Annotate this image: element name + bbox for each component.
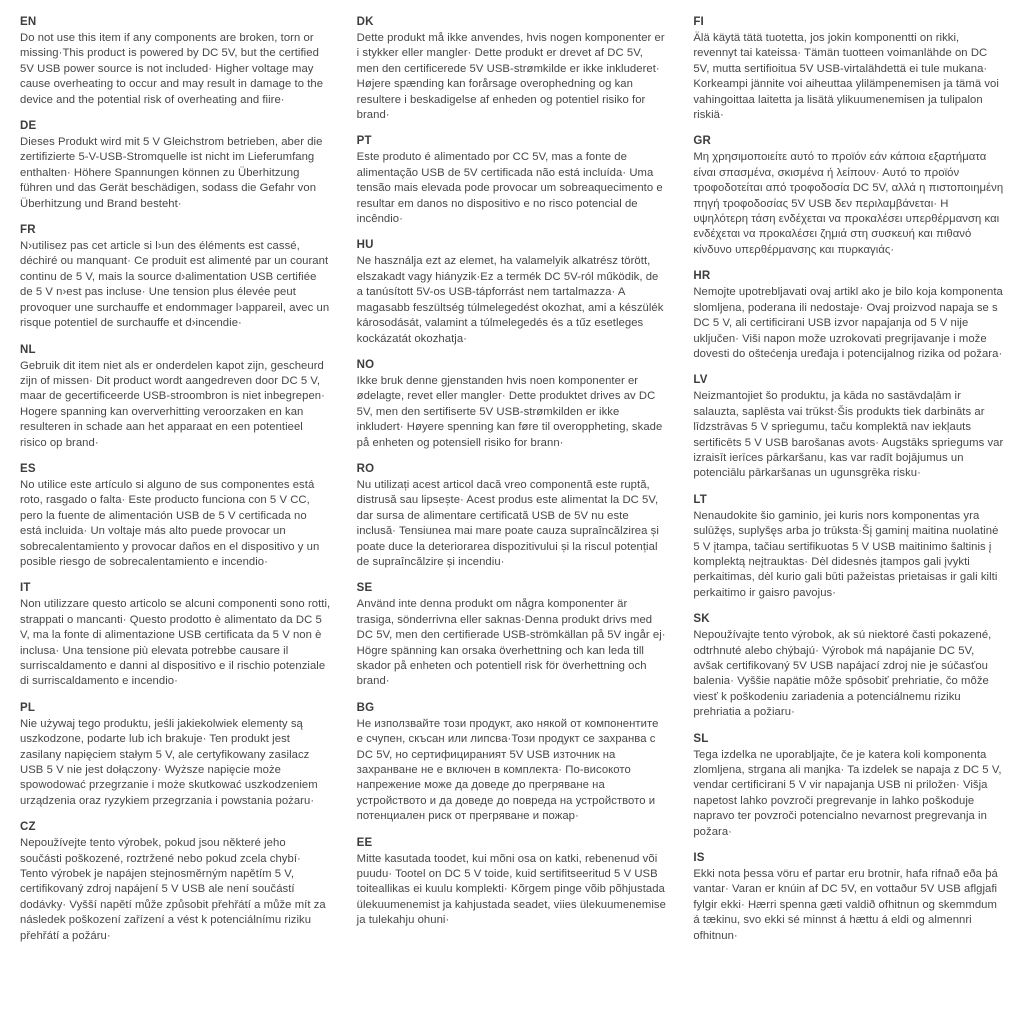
section-body-dk: Dette produkt må ikke anvendes, hvis nogen komponenter er i stykker eller mangler· Dette produkt er drevet af DC 5V, men den certificerede 5V USB-strømkilde er ikke inkluderet· Højere spænding kan forårsage overophedning og kan resultere i beskadigelse af enheden og potentiel risiko for brand·	[356, 32, 665, 122]
section-body-cz: Nepoužívejte tento výrobek, pokud jsou některé jeho součásti poškozené, roztržené nebo pokud zcela chybí· Tento výrobek je napájen stejnosměrným napětím 5 V, certifikovaný zdroj napájení 5 V USB ale není součástí dodávky· Vyšší napětí může způsobit přehřátí a může mít za následek poškození zařízení a vést k potenciálnímu riziku přehřátí a požáru·	[20, 837, 326, 942]
section-body-ro: Nu utilizați acest articol dacă vreo componentă este ruptă, distrusă sau lipsește· Acest produs este alimentat la DC 5V, dar sursa de alimentare certificată USB de 5V nu este inclusă· Tensiunea mai mare poate cauza supraîncălzirea și poate duce la deteriorarea dispozitivului și la riscul potențial de supraîncălzire și incendiu·	[356, 478, 659, 568]
section-body-fi: Älä käytä tätä tuotetta, jos jokin komponentti on rikki, revennyt tai kateissa· Tämän tuotteen voimanlähde on DC 5V, mutta sertifioitua 5V USB-virtalähdettä ei tule mukana· Korkeampi jännite voi aiheuttaa ylilämpenemisen ja tämä voi vahingoittaa laitetta ja lisätä ylikuumenemisen ja tulipalon riskiä·	[693, 32, 999, 122]
lang-code-pt: PT	[356, 135, 372, 148]
lang-code-fr: FR	[20, 224, 36, 237]
section-body-hr: Nemojte upotrebljavati ovaj artikl ako je bilo koja komponenta slomljena, poderana ili nedostaje· Ovaj proizvod napaja se s DC 5 V, ali certificirani USB izvor napajanja od 5 V nije uključen· Viši napon može uzrokovati pregrijavanje i može dovesti do oštećenja uređaja i potencijalnog rizika od požara·	[693, 286, 1003, 360]
section-en	[20, 16, 331, 108]
section-fi	[693, 16, 1004, 123]
lang-code-es: ES	[20, 462, 36, 475]
section-fr	[20, 224, 331, 331]
lang-code-en: EN	[20, 16, 37, 28]
lang-code-hu: HU	[356, 239, 374, 252]
lang-code-dk: DK	[356, 16, 374, 28]
section-body-bg: Не използвайте този продукт, ако някой от компонентите е счупен, скъсан или липсва·Този продукт се захранва с DC 5V, но сертифицираният 5V USB източник на захранване не е включен в комплекта· По-високото напрежение може да доведе до прегряване на устройството и да доведе до повреда на устройството и потенциален риск от прегряване и пожар·	[356, 717, 659, 823]
section-body-is: Ekki nota þessa vöru ef partar eru brotnir, hafa rifnað eða þá vantar· Varan er knúin af DC 5V, en vottaður 5V USB aflgjafi fylgir ekki· Hærri spenna gæti valdið ofhitnun og skemmdum á tækinu, svo ekki sé minnst á hættu á eldi og almennri ofhitnun·	[693, 868, 998, 942]
columns-container	[20, 16, 1004, 956]
section-hu	[357, 239, 668, 346]
lang-code-ro: RO	[356, 462, 375, 475]
lang-code-is: IS	[693, 852, 705, 865]
lang-code-bg: BG	[356, 701, 375, 714]
section-bg	[357, 702, 668, 825]
section-body-it: Non utilizzare questo articolo se alcuni componenti sono rotti, strappati o mancanti· Questo prodotto è alimentato da DC 5 V, ma la fonte di alimentazione USB certificata da 5 V non è inclusa· Una tensione più elevata potrebbe causare il surriscaldamento e danni al dispositivo e il rischio potenziale di surriscaldamento e incendio·	[20, 598, 331, 688]
section-ro	[357, 463, 668, 570]
section-body-lv: Neizmantojiet šo produktu, ja kāda no sastāvdaļām ir salauzta, saplēsta vai trūkst·Šis produkts tiek darbināts ar līdzstrāvas 5 V spriegumu, taču komplektā nav iekļauts sertificēts 5 V USB barošanas avots· Augstāks spriegums var izraisīt ierīces pārkaršanu, kas var radīt bojājumus un potenciālu pārkaršanas un ugunsgrēka risku·	[693, 390, 1004, 480]
section-body-no: Ikke bruk denne gjenstanden hvis noen komponenter er ødelagte, revet eller mangler· Dette produktet drives av DC 5V, men den sertifiserte 5V USB-strømkilden er ikke inkludert· Høyere spenning kan føre til overoppheting, skade på enheten og potensiell risiko for brann·	[356, 374, 663, 449]
section-sk	[693, 613, 1004, 720]
lang-code-gr: GR	[693, 135, 711, 148]
section-body-gr: Μη χρησιμοποιείτε αυτό το προϊόν εάν κάποια εξαρτήματα είναι σπασμένα, σκισμένα ή λείπουν· Αυτό το προϊόν τροφοδοτείται από τροφοδοσία DC 5V, αλλά η πιστοποιημένη πηγή τροφοδοσίας 5V USB δεν περιλαμβάνεται· Η υψηλότερη τάση ενδέχεται να προκαλέσει υπερθέρμανση και ενδέχεται να προκαλέσει ζημιά στη συσκευή και πιθανό κίνδυνο υπερθέρμανσης και πυρκαγιάς·	[693, 151, 1004, 256]
section-nl	[20, 344, 331, 451]
lang-code-ee: EE	[356, 836, 373, 849]
column-1	[20, 16, 331, 956]
section-lt	[693, 494, 1004, 601]
section-pt	[357, 135, 668, 227]
section-pl	[20, 702, 331, 809]
section-body-fr: N›utilisez pas cet article si l›un des éléments est cassé, déchiré ou manquant· Ce produit est alimenté par un courant continu de 5 V, mais la source d›alimentation USB certifiée de 5 V n›est pas incluse· Une tension plus élevée peut provoquer une surchauffe et endommager l›appareil, avec un risque potentiel de surchauffe et d›incendie·	[20, 240, 330, 330]
section-body-nl: Gebruik dit item niet als er onderdelen kapot zijn, gescheurd zijn of missen· Dit product wordt aangedreven door DC 5 V, maar de gecertificeerde USB-stroombron is niet inbegrepen· Hogere spanning kan oververhitting veroorzaken en kan resulteren in schade aan het apparaat en een potentieel risico op brand·	[20, 359, 325, 449]
section-body-hu: Ne használja ezt az elemet, ha valamelyik alkatrész törött, elszakadt vagy hiányzik·Ez a termék DC 5V-ról működik, de a tanúsított 5V-os USB-tápforrást nem tartalmazza· A magasabb feszültség túlmelegedést okozhat, ami a készülék károsodását, valamint a túlmelegedés és a tűz esetleges kockázatát okozhatja·	[356, 255, 664, 345]
section-no	[357, 359, 668, 451]
section-lv	[693, 374, 1004, 481]
section-gr	[693, 135, 1004, 258]
section-body-lt: Nenaudokite šio gaminio, jei kuris nors komponentas yra sulūžęs, suplyšęs arba jo trūksta·Šį gaminį maitina nuolatinė 5 V įtampa, tačiau sertifikuotas 5 V USB maitinimo šaltinis į komplektą neįtrauktas· Dėl didesnės įtampos gali įvykti perkaitimas, dėl kurio gali būti pažeistas prietaisas ir gali kilti perkaitimo ir gaisro pavojus·	[693, 509, 999, 599]
section-es	[20, 463, 331, 570]
lang-code-sl: SL	[693, 732, 709, 745]
section-body-ee: Mitte kasutada toodet, kui mõni osa on katki, rebenenud või puudu· Tootel on DC 5 V toide, kuid sertifitseeritud 5 V USB toiteallikas ei kuulu komplekti· Kõrgem pinge võib põhjustada ülekuumenemist ja kahjustada seadet, viies ülekuumenemise ja tulekahju ohuni·	[356, 852, 666, 927]
section-ee	[357, 837, 668, 929]
section-body-pl: Nie używaj tego produktu, jeśli jakiekolwiek elementy są uszkodzone, podarte lub ich brakuje· Ten produkt jest zasilany napięciem stałym 5 V, ale certyfikowany zasilacz USB 5 V nie jest dołączony· Wyższe napięcie może spowodować przegrzanie i może skutkować uszkodzeniem urządzenia oraz ryzykiem przegrzania i powstania pożaru·	[20, 717, 318, 807]
section-hr	[693, 270, 1004, 362]
section-se	[357, 582, 668, 689]
section-body-de: Dieses Produkt wird mit 5 V Gleichstrom betrieben, aber die zertifizierte 5-V-USB-Stromquelle ist nicht im Lieferumfang enthalten· Höhere Spannungen können zu Überhitzung führen und das Gerät beschädigen, sodass die Gefahr von Überhitzung und Brand besteht·	[20, 136, 323, 210]
column-3	[693, 16, 1004, 956]
section-body-se: Använd inte denna produkt om några komponenter är trasiga, sönderrivna eller saknas·Denna produkt drivs med DC 5V, men den certifierade USB-strömkällan på 5V ingår ej· Högre spänning kan orsaka överhettning och kan leda till skador på enheten och potentiell risk för överhettning och brand·	[356, 598, 666, 688]
lang-code-se: SE	[356, 582, 373, 595]
lang-code-nl: NL	[20, 343, 36, 356]
lang-code-cz: CZ	[20, 821, 36, 834]
lang-code-it: IT	[20, 582, 31, 595]
section-it	[20, 582, 331, 689]
column-2	[357, 16, 668, 956]
section-is	[693, 852, 1004, 944]
lang-code-hr: HR	[693, 270, 711, 283]
lang-code-fi: FI	[693, 16, 704, 28]
lang-code-pl: PL	[20, 701, 36, 714]
lang-code-de: DE	[20, 120, 37, 133]
section-dk	[357, 16, 668, 123]
section-body-es: No utilice este artículo si alguno de sus componentes está roto, rasgado o falta· Este producto funciona con 5 V CC, pero la fuente de alimentación USB de 5 V certificada no está incluida· Un voltaje más alto puede provocar un sobrecalentamiento y provocar daños en el dispositivo y un posible riesgo de sobrecalentamiento e incendio·	[20, 478, 320, 568]
section-body-sk: Nepoužívajte tento výrobok, ak sú niektoré časti pokazené, odtrhnuté alebo chýbajú· Výrobok má napájanie DC 5V, avšak certifikovaný 5V USB napájací zdroj nie je súčasťou balenia· Vyššie napätie môže spôsobiť prehriatie, čo môže viesť k poškodeniu zariadenia a potenciálnemu riziku prehriatia a požiaru·	[693, 629, 992, 719]
lang-code-lt: LT	[693, 493, 707, 506]
section-cz	[20, 821, 331, 944]
section-body-sl: Tega izdelka ne uporabljajte, če je katera koli komponenta zlomljena, strgana ali manjka· Ta izdelek se napaja z DC 5 V, vendar certificirani 5 V vir napajanja USB ni priložen· Višja napetost lahko povzroči pregrevanje in lahko poškoduje napravo ter povzroči potencialno nevarnost pregrevanja in požara·	[693, 748, 1002, 838]
lang-code-sk: SK	[693, 613, 710, 626]
lang-code-lv: LV	[693, 374, 708, 387]
section-body-pt: Este produto é alimentado por CC 5V, mas a fonte de alimentação USB de 5V certificada não está incluída· Uma tensão mais elevada pode provocar um sobreaquecimento e resultar em danos no dispositivo e no risco potencial de incêndio·	[356, 151, 663, 226]
lang-code-no: NO	[356, 358, 375, 371]
section-sl	[693, 733, 1004, 840]
section-de	[20, 120, 331, 212]
section-body-en: Do not use this item if any components are broken, torn or missing·This product is powered by DC 5V, but the certified 5V USB power source is not included· Higher voltage may cause overheating to occur and may result in damage to the device and the potential risk of overheating and fiire·	[20, 32, 324, 106]
